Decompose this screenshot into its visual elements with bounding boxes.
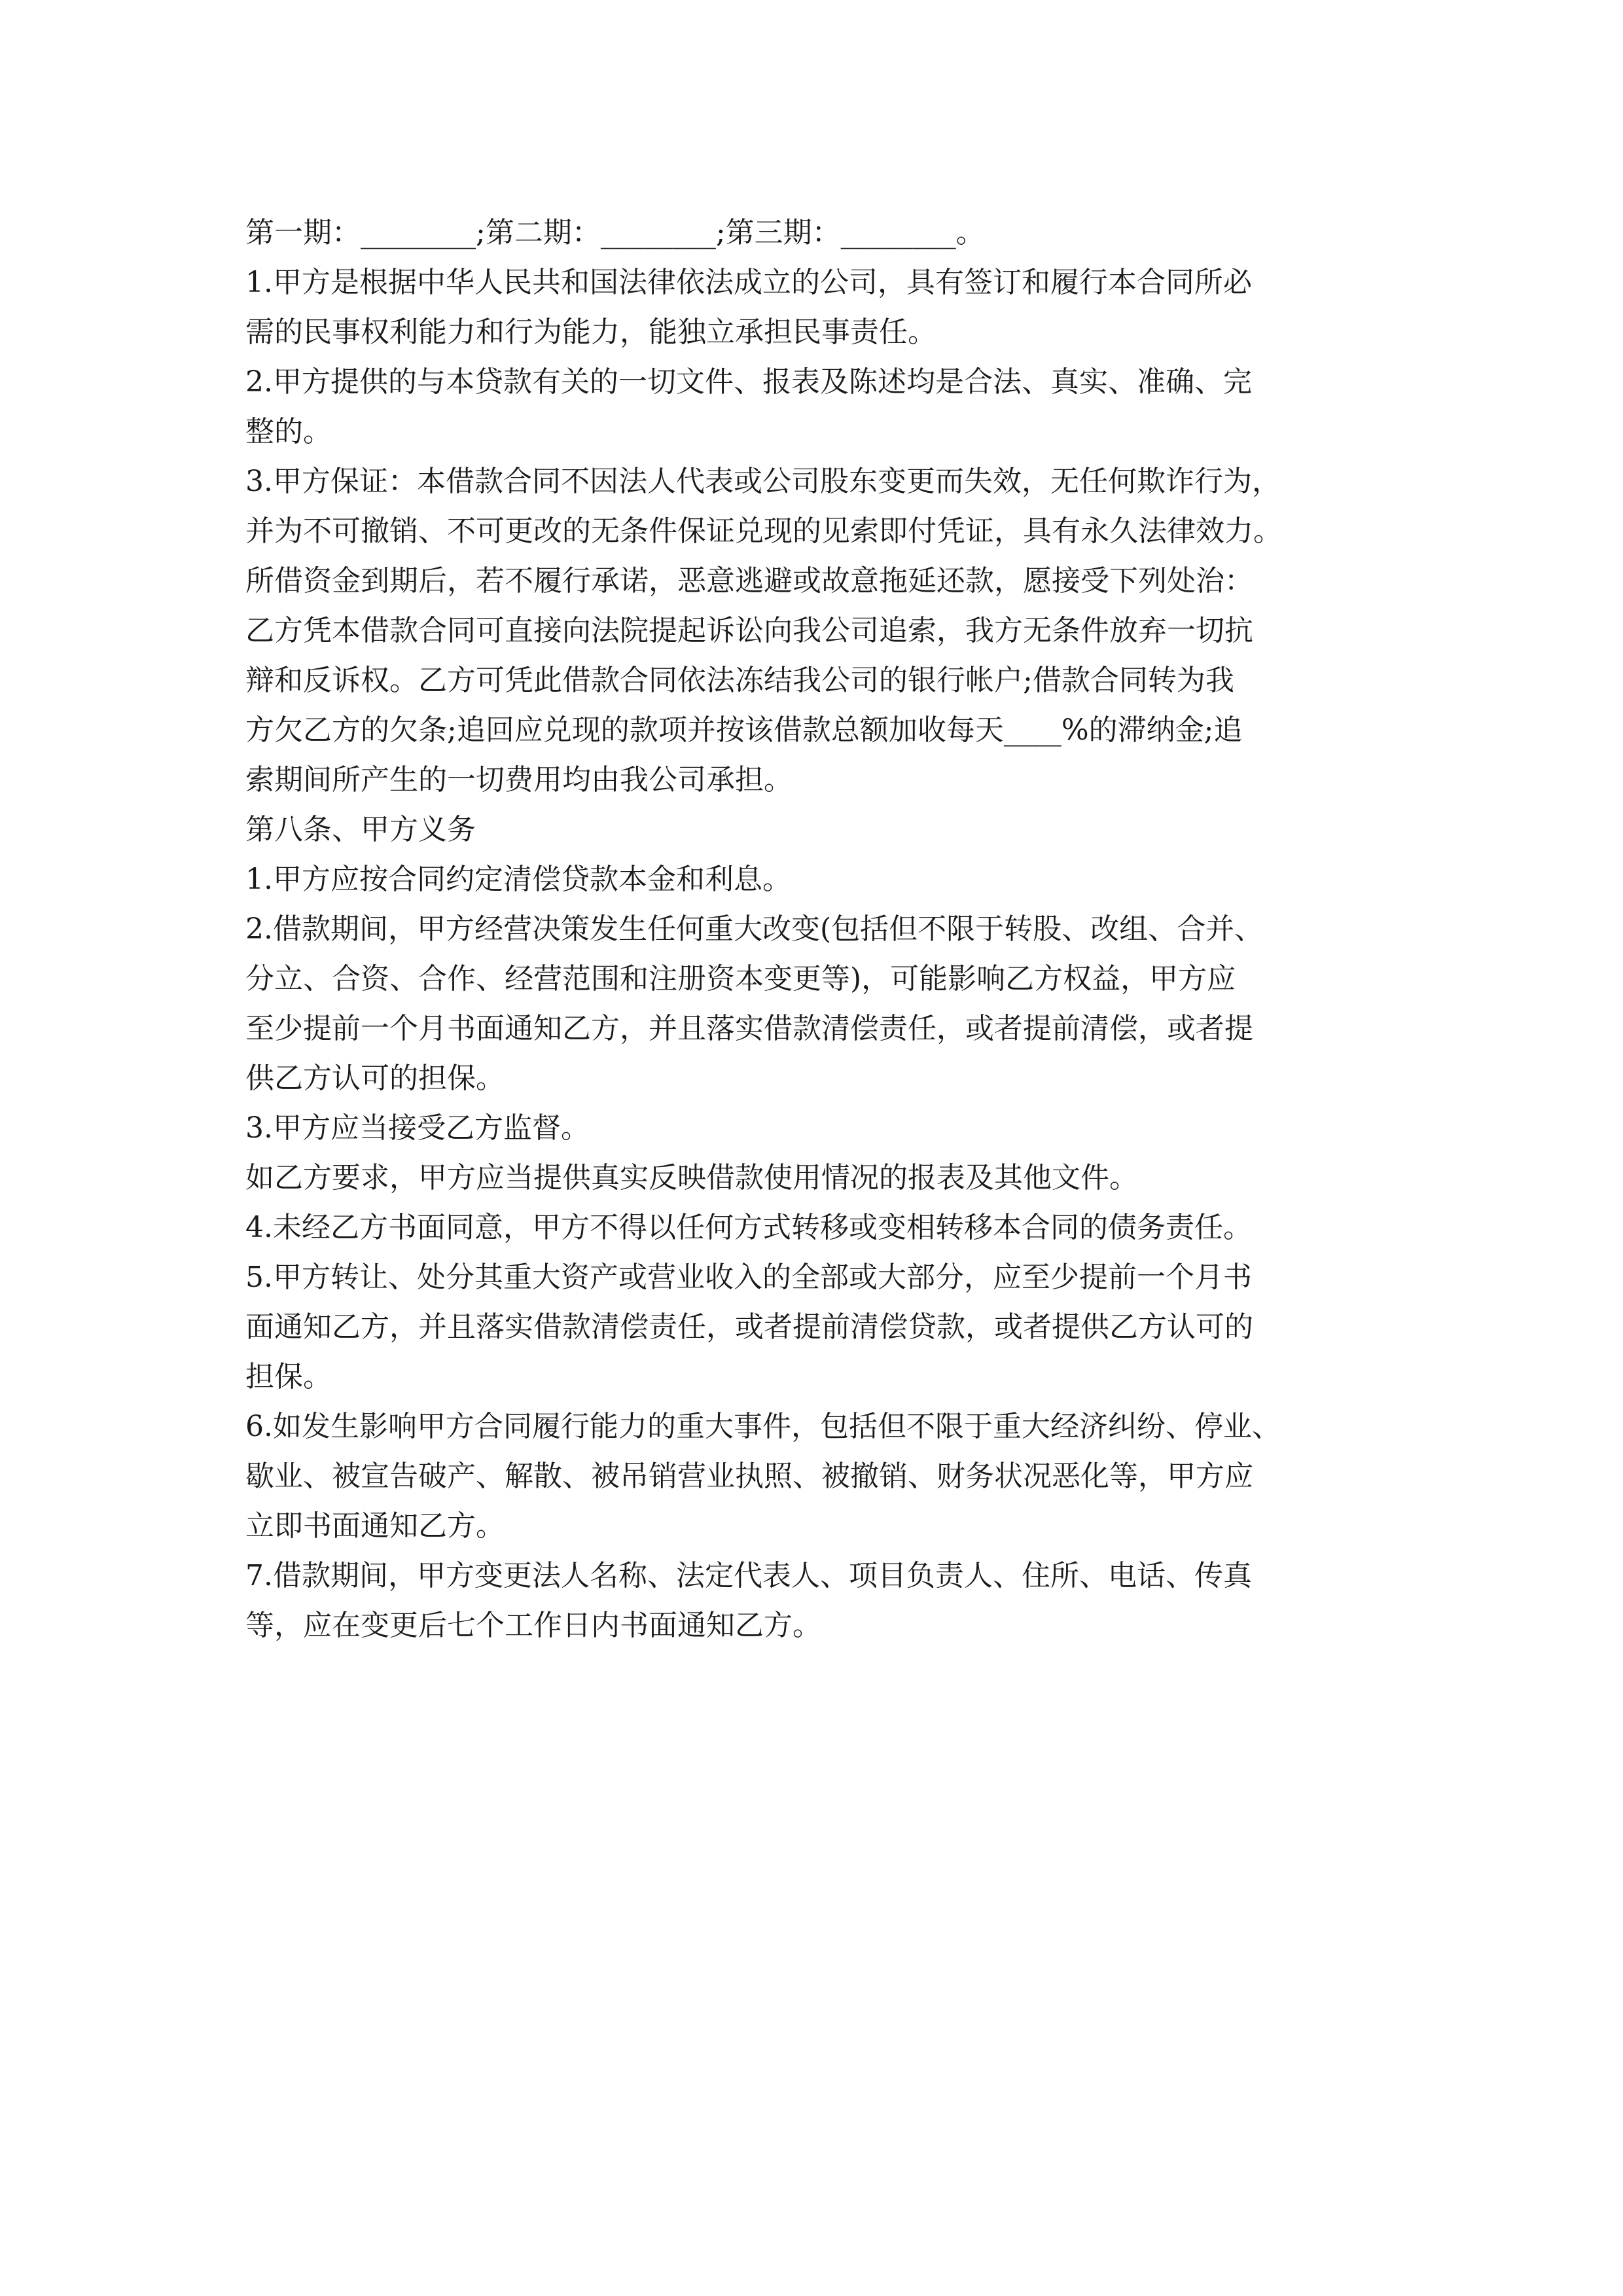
text-line: 供乙方认可的担保。 <box>245 1062 505 1095</box>
text-line: 并为不可撤销、不可更改的无条件保证兑现的见索即付凭证，具有永久法律效力。 <box>245 514 1282 548</box>
document-page <box>245 208 1397 1651</box>
text-line: 1.甲方应按合同约定清偿贷款本金和利息。 <box>245 863 791 896</box>
text-line: 立即书面通知乙方。 <box>245 1509 505 1543</box>
text-line: 3.甲方应当接受乙方监督。 <box>245 1111 590 1145</box>
text-line: 索期间所产生的一切费用均由我公司承担。 <box>245 763 793 797</box>
text-line: 辩和反诉权。乙方可凭此借款合同依法冻结我公司的银行帐户;借款合同转为我 <box>245 664 1234 697</box>
text-line: 3.甲方保证：本借款合同不因法人代表或公司股东变更而失效，无任何欺诈行为， <box>245 465 1281 498</box>
installment-periods-line: 第一期：________;第二期：________;第三期：________。 <box>245 216 985 249</box>
text-line: 需的民事权利能力和行为能力，能独立承担民事责任。 <box>245 315 936 349</box>
text-line: 整的。 <box>245 415 332 448</box>
text-line: 分立、合资、合作、经营范围和注册资本变更等)，可能影响乙方权益，甲方应 <box>245 962 1236 996</box>
text-line: 担保。 <box>245 1360 332 1393</box>
text-line: 7.借款期间，甲方变更法人名称、法定代表人、项目负责人、住所、电话、传真 <box>245 1559 1252 1592</box>
text-line: 4.未经乙方书面同意，甲方不得以任何方式转移或变相转移本合同的债务责任。 <box>245 1211 1252 1244</box>
text-line: 2.甲方提供的与本贷款有关的一切文件、报表及陈述均是合法、真实、准确、完 <box>245 365 1252 399</box>
text-line: 1.甲方是根据中华人民共和国法律依法成立的公司，具有签订和履行本合同所必 <box>245 266 1252 299</box>
text-line: 方欠乙方的欠条;追回应兑现的款项并按该借款总额加收每天____%的滞纳金;追 <box>245 713 1243 747</box>
text-line: 乙方凭本借款合同可直接向法院提起诉讼向我公司追索，我方无条件放弃一切抗 <box>245 614 1253 647</box>
text-line: 6.如发生影响甲方合同履行能力的重大事件，包括但不限于重大经济纠纷、停业、 <box>245 1410 1281 1443</box>
text-line: 歇业、被宣告破产、解散、被吊销营业执照、被撤销、财务状况恶化等，甲方应 <box>245 1460 1253 1493</box>
text-line: 5.甲方转让、处分其重大资产或营业收入的全部或大部分，应至少提前一个月书 <box>245 1261 1252 1294</box>
text-line: 面通知乙方，并且落实借款清偿责任，或者提前清偿贷款，或者提供乙方认可的 <box>245 1310 1253 1344</box>
text-line: 如乙方要求，甲方应当提供真实反映借款使用情况的报表及其他文件。 <box>245 1161 1138 1194</box>
text-line: 至少提前一个月书面通知乙方，并且落实借款清偿责任，或者提前清偿，或者提 <box>245 1012 1253 1045</box>
section-heading: 第八条、甲方义务 <box>245 813 476 846</box>
text-line: 2.借款期间，甲方经营决策发生任何重大改变(包括但不限于转股、改组、合并、 <box>245 912 1264 946</box>
text-line: 所借资金到期后，若不履行承诺，恶意逃避或故意拖延还款，愿接受下列处治： <box>245 564 1253 598</box>
text-line: 等，应在变更后七个工作日内书面通知乙方。 <box>245 1609 821 1642</box>
